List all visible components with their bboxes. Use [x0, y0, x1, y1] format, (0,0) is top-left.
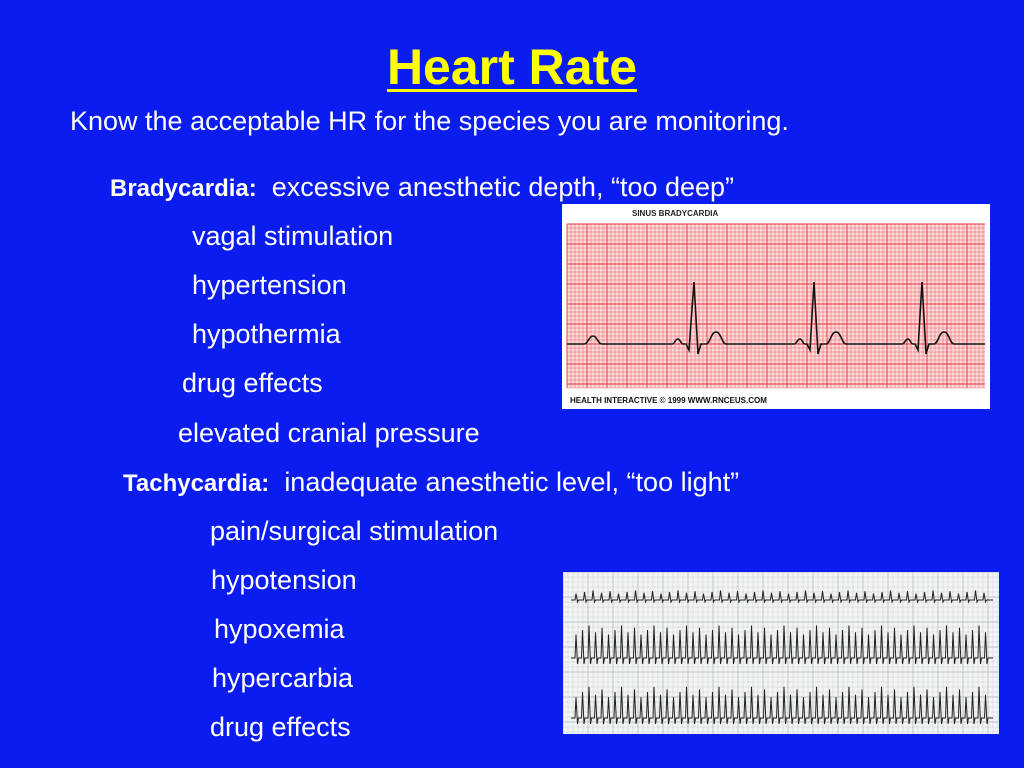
ecg-footer-label: HEALTH INTERACTIVE © 1999 WWW.RNCEUS.COM [570, 396, 767, 405]
slide-title-container [0, 38, 1024, 96]
bradycardia-heading [110, 172, 734, 203]
ecg-header-label: SINUS BRADYCARDIA [632, 209, 719, 218]
bradycardia-description: excessive anesthetic depth, “too deep” [271, 172, 735, 202]
slide-subtitle: Know the acceptable HR for the species you are monitoring. [70, 106, 789, 136]
bradycardia-cause: hypothermia [192, 319, 341, 349]
bradycardia-cause: elevated cranial pressure [178, 418, 480, 448]
slide-title: Heart Rate [386, 39, 638, 95]
tachycardia-cause: pain/surgical stimulation [210, 516, 499, 546]
bradycardia-cause: hypertension [192, 270, 347, 300]
bradycardia-cause: vagal stimulation [192, 221, 394, 251]
tachycardia-cause: hypoxemia [214, 614, 345, 644]
tachycardia-ecg-image [563, 572, 999, 734]
tachycardia-cause: hypercarbia [212, 663, 354, 693]
tachycardia-label: Tachycardia: [123, 470, 270, 497]
tachycardia-heading [123, 467, 739, 498]
ecg-paper [567, 224, 985, 388]
tachycardia-description: inadequate anesthetic level, “too light” [284, 467, 740, 497]
tachycardia-cause: hypotension [211, 565, 357, 595]
bradycardia-cause: drug effects [182, 368, 323, 398]
bradycardia-label: Bradycardia: [110, 175, 257, 202]
sinus-bradycardia-ecg-image [562, 204, 990, 409]
tachycardia-cause: drug effects [210, 712, 351, 742]
